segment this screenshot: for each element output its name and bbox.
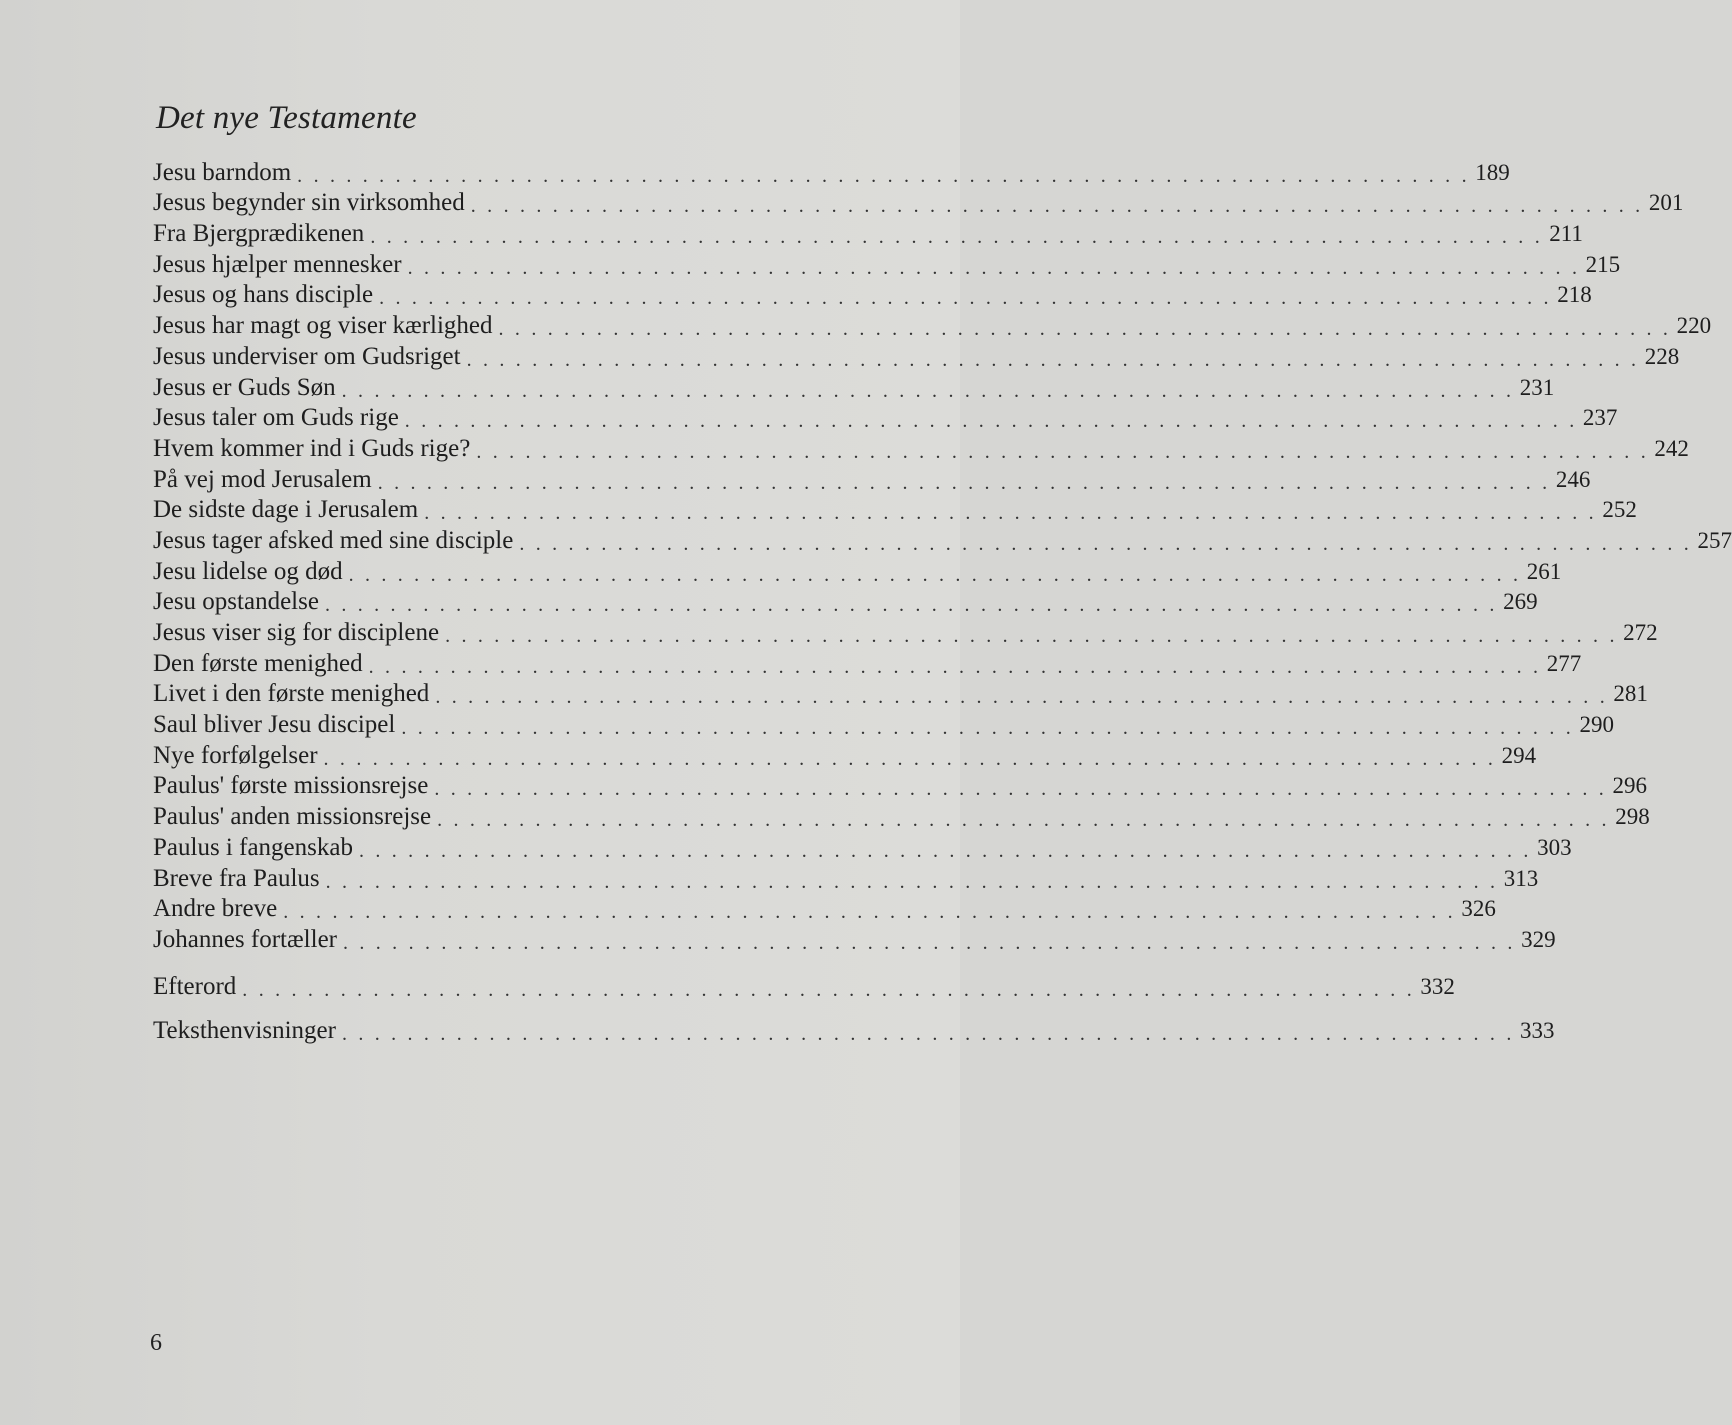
toc-entry-page: 215 xyxy=(1585,251,1621,277)
toc-entry-page: 257 xyxy=(1697,527,1732,553)
dot-leader: . . . . . . . . . . . . . . . . . . . . . . . . . . . . . . . . . . . . . . . . . . . . . . . . . . . . . . . . . . . . . . . . . . . . . . . . xyxy=(323,747,1497,770)
toc-entry-title: Breve fra Paulus xyxy=(153,864,320,892)
dot-leader: . . . . . . . . . . . . . . . . . . . . . . . . . . . . . . . . . . . . . . . . . . . . . . . . . . . . . . . . . . . . . . . . . . . . . . . . xyxy=(404,410,1578,433)
toc-entry-page: 201 xyxy=(1648,190,1684,216)
dot-leader: . . . . . . . . . . . . . . . . . . . . . . . . . . . . . . . . . . . . . . . . . . . . . . . . . . . . . . . . . . . . . . . . . . . . . . . . xyxy=(370,226,1543,249)
toc-entry[interactable] xyxy=(153,648,1582,679)
toc-entry-page: 228 xyxy=(1644,343,1680,369)
toc-entry[interactable] xyxy=(153,495,1637,526)
toc-entry-page: 277 xyxy=(1546,650,1582,676)
toc-entry[interactable] xyxy=(153,556,1562,587)
toc-entry-title: Jesu barndom xyxy=(153,158,292,186)
dot-leader: . . . . . . . . . . . . . . . . . . . . . . . . . . . . . . . . . . . . . . . . . . . . . . . . . . . . . . . . . . . . . . . . . . . . . . . . xyxy=(368,655,1542,678)
toc-entry-page: 294 xyxy=(1501,742,1537,768)
toc-entry-page: 211 xyxy=(1549,221,1583,247)
dot-leader: . . . . . . . . . . . . . . . . . . . . . . . . . . . . . . . . . . . . . . . . . . . . . . . . . . . . . . . . . . . . . . . . . . . . . . . . xyxy=(341,1023,1515,1046)
dot-leader: . . . . . . . . . . . . . . . . . . . . . . . . . . . . . . . . . . . . . . . . . . . . . . . . . . . . . . . . . . . . . . . . . . . . . . . . xyxy=(401,717,1574,740)
section-title: Det nye Testamente xyxy=(156,100,417,136)
toc-entry-page: 231 xyxy=(1519,374,1555,400)
toc-entry-title: Paulus' anden missionsrejse xyxy=(153,803,432,831)
toc-entry-title: Jesu lidelse og død xyxy=(153,557,343,585)
toc-entry-title: Jesus hjælper mennesker xyxy=(153,250,402,278)
dot-leader: . . . . . . . . . . . . . . . . . . . . . . . . . . . . . . . . . . . . . . . . . . . . . . . . . . . . . . . . . . . . . . . . . . . . . . . . xyxy=(445,625,1618,647)
toc-entry-page: 298 xyxy=(1615,804,1650,830)
toc-entry-title: Jesus og hans disciple xyxy=(153,281,374,309)
dot-leader: . . . . . . . . . . . . . . . . . . . . . . . . . . . . . . . . . . . . . . . . . . . . . . . . . . . . . . . . . . . . . . . . . . . . . . . . xyxy=(519,532,1692,555)
table-of-contents xyxy=(153,157,1732,1046)
toc-entry[interactable] xyxy=(153,832,1572,863)
toc-entry-page: 218 xyxy=(1557,282,1592,308)
toc-entry[interactable] xyxy=(153,464,1591,495)
toc-entry[interactable] xyxy=(153,218,1583,249)
toc-entry[interactable] xyxy=(153,433,1689,464)
toc-entry-page: 237 xyxy=(1582,405,1618,431)
toc-entry[interactable] xyxy=(153,372,1555,403)
dot-leader: . . . . . . . . . . . . . . . . . . . . . . . . . . . . . . . . . . . . . . . . . . . . . . . . . . . . . . . . . . . . . . . . . . . . . . . . xyxy=(341,379,1515,402)
dot-leader: . . . . . . . . . . . . . . . . . . . . . . . . . . . . . . . . . . . . . . . . . . . . . . . . . . . . . . . . . . . . . . . . . . . . . . . . xyxy=(424,502,1597,525)
toc-entry-title: Jesus har magt og viser kærlighed xyxy=(153,312,493,340)
toc-entry[interactable] xyxy=(153,188,1684,219)
toc-entry-page: 246 xyxy=(1555,466,1591,492)
dot-leader: . . . . . . . . . . . . . . . . . . . . . . . . . . . . . . . . . . . . . . . . . . . . . . . . . . . . . . . . . . . . . . . . . . . . . . . . xyxy=(358,839,1532,862)
toc-entry[interactable] xyxy=(153,249,1621,280)
toc-entry-page: 261 xyxy=(1526,558,1562,584)
toc-entry[interactable] xyxy=(153,894,1496,925)
toc-entry-title: Hvem kommer ind i Guds rige? xyxy=(153,434,471,462)
dot-leader: . . . . . . . . . . . . . . . . . . . . . . . . . . . . . . . . . . . . . . . . . . . . . . . . . . . . . . . . . . . . . . . . . . . . . . . . xyxy=(324,594,1498,617)
toc-entry-page: 329 xyxy=(1521,926,1556,952)
toc-entry-title: Jesus tager afsked med sine disciple xyxy=(153,526,514,554)
dot-leader: . . . . . . . . . . . . . . . . . . . . . . . . . . . . . . . . . . . . . . . . . . . . . . . . . . . . . . . . . . . . . . . . . . . . . . . . xyxy=(325,870,1499,893)
dot-leader: . . . . . . . . . . . . . . . . . . . . . . . . . . . . . . . . . . . . . . . . . . . . . . . . . . . . . . . . . . . . . . . . . . . . . . . . xyxy=(283,901,1456,924)
dot-leader: . . . . . . . . . . . . . . . . . . . . . . . . . . . . . . . . . . . . . . . . . . . . . . . . . . . . . . . . . . . . . . . . . . . . . . . . xyxy=(342,931,1516,954)
toc-entry-title: Johannes fortæller xyxy=(153,925,337,953)
toc-entry[interactable] xyxy=(153,341,1680,372)
dot-leader: . . . . . . . . . . . . . . . . . . . . . . . . . . . . . . . . . . . . . . . . . . . . . . . . . . . . . . . . . . . . . . . . . . . . . . . . xyxy=(437,809,1610,832)
toc-entry-page: 281 xyxy=(1613,681,1648,707)
toc-entry-title: På vej mod Jerusalem xyxy=(153,465,372,493)
toc-entry-title: Jesus begynder sin virksomhed xyxy=(153,189,465,217)
toc-entry-title: Fra Bjergprædikenen xyxy=(153,220,365,248)
toc-entry-page: 303 xyxy=(1537,834,1572,860)
toc-entry-title: Jesus viser sig for disciplene xyxy=(153,619,440,646)
dot-leader: . . . . . . . . . . . . . . . . . . . . . . . . . . . . . . . . . . . . . . . . . . . . . . . . . . . . . . . . . . . . . . . . . . . . . . . . xyxy=(377,471,1551,494)
toc-entry[interactable] xyxy=(153,587,1538,618)
toc-entry[interactable] xyxy=(153,801,1650,832)
toc-entry-title: Paulus' første missionsrejse xyxy=(153,772,429,800)
toc-entry-title: Jesus taler om Guds rige xyxy=(153,404,399,432)
toc-entry[interactable] xyxy=(153,525,1732,556)
toc-entry-title: Andre breve xyxy=(153,895,278,923)
toc-entry[interactable] xyxy=(153,709,1614,740)
toc-entry[interactable] xyxy=(153,924,1556,955)
dot-leader: . . . . . . . . . . . . . . . . . . . . . . . . . . . . . . . . . . . . . . . . . . . . . . . . . . . . . . . . . . . . . . . . . . . . . . . . xyxy=(379,287,1552,310)
toc-entry[interactable] xyxy=(153,740,1537,771)
toc-entry-afterword[interactable] xyxy=(153,971,1455,1002)
dot-leader: . . . . . . . . . . . . . . . . . . . . . . . . . . . . . . . . . . . . . . . . . . . . . . . . . . . . . . . . . . . . . . . . . . . . . . . . xyxy=(498,318,1672,341)
toc-entry-title: Efterord xyxy=(153,972,237,1000)
toc-entry-page: 272 xyxy=(1623,620,1658,645)
toc-entry-page: 333 xyxy=(1520,1018,1555,1044)
toc-entry-title: Saul bliver Jesu discipel xyxy=(153,711,396,739)
toc-entry[interactable] xyxy=(153,280,1592,311)
toc-entry[interactable] xyxy=(153,157,1510,188)
toc-entry-page: 332 xyxy=(1420,973,1455,999)
dot-leader: . . . . . . . . . . . . . . . . . . . . . . . . . . . . . . . . . . . . . . . . . . . . . . . . . . . . . . . . . . . . . . . . . . . . . . . . xyxy=(435,686,1608,709)
dot-leader: . . . . . . . . . . . . . . . . . . . . . . . . . . . . . . . . . . . . . . . . . . . . . . . . . . . . . . . . . . . . . . . . . . . . . . . . xyxy=(348,563,1522,586)
toc-entry[interactable] xyxy=(153,617,1658,648)
toc-entry-title: De sidste dage i Jerusalem xyxy=(153,496,419,524)
dot-leader: . . . . . . . . . . . . . . . . . . . . . . . . . . . . . . . . . . . . . . . . . . . . . . . . . . . . . . . . . . . . . . . . . . . . . . . . xyxy=(434,778,1607,801)
dot-leader: . . . . . . . . . . . . . . . . . . . . . . . . . . . . . . . . . . . . . . . . . . . . . . . . . . . . . . . . . . . . . . . . . . . . . . . . xyxy=(297,164,1470,187)
spacer xyxy=(153,1002,915,1016)
toc-entry-page: 252 xyxy=(1602,497,1637,523)
toc-entry[interactable] xyxy=(153,310,1712,341)
toc-entry-page: 220 xyxy=(1676,313,1712,339)
spacer xyxy=(153,955,915,971)
toc-entries xyxy=(153,157,1732,955)
dot-leader: . . . . . . . . . . . . . . . . . . . . . . . . . . . . . . . . . . . . . . . . . . . . . . . . . . . . . . . . . . . . . . . . . . . . . . . . xyxy=(466,348,1640,371)
toc-entry[interactable] xyxy=(153,863,1539,894)
toc-entry-page: 290 xyxy=(1579,712,1614,738)
toc-entry-page: 189 xyxy=(1475,159,1510,185)
toc-entry-title: Den første menighed xyxy=(153,649,363,677)
page-number: 6 xyxy=(150,1330,162,1356)
toc-entry[interactable] xyxy=(153,403,1618,434)
toc-entry-title: Nye forfølgelser xyxy=(153,741,318,769)
toc-entry-title: Jesu opstandelse xyxy=(153,588,319,616)
dot-leader: . . . . . . . . . . . . . . . . . . . . . . . . . . . . . . . . . . . . . . . . . . . . . . . . . . . . . . . . . . . . . . . . . . . . . . . . xyxy=(470,195,1644,218)
toc-entry[interactable] xyxy=(153,771,1647,802)
toc-entry-title: Jesus underviser om Gudsriget xyxy=(153,342,461,370)
toc-entry-title: Livet i den første menighed xyxy=(153,680,430,708)
toc-entry-page: 242 xyxy=(1654,435,1689,461)
toc-entry-page: 313 xyxy=(1503,865,1539,891)
dot-leader: . . . . . . . . . . . . . . . . . . . . . . . . . . . . . . . . . . . . . . . . . . . . . . . . . . . . . . . . . . . . . . . . . . . . . . . . xyxy=(476,440,1649,463)
dot-leader: . . . . . . . . . . . . . . . . . . . . . . . . . . . . . . . . . . . . . . . . . . . . . . . . . . . . . . . . . . . . . . . . . . . . . . . . xyxy=(407,256,1581,279)
toc-entry-title: Teksthenvisninger xyxy=(153,1017,336,1045)
toc-entry-references[interactable] xyxy=(153,1016,1555,1047)
toc-entry-title: Jesus er Guds Søn xyxy=(153,373,336,401)
toc-entry[interactable] xyxy=(153,679,1648,710)
dot-leader: . . . . . . . . . . . . . . . . . . . . . . . . . . . . . . . . . . . . . . . . . . . . . . . . . . . . . . . . . . . . . . . . . . . . . . . . xyxy=(242,978,1415,1001)
toc-entry-page: 269 xyxy=(1503,589,1538,615)
toc-entry-page: 326 xyxy=(1461,896,1496,922)
toc-entry-title: Paulus i fangenskab xyxy=(153,833,353,861)
toc-entry-page: 296 xyxy=(1612,773,1647,799)
